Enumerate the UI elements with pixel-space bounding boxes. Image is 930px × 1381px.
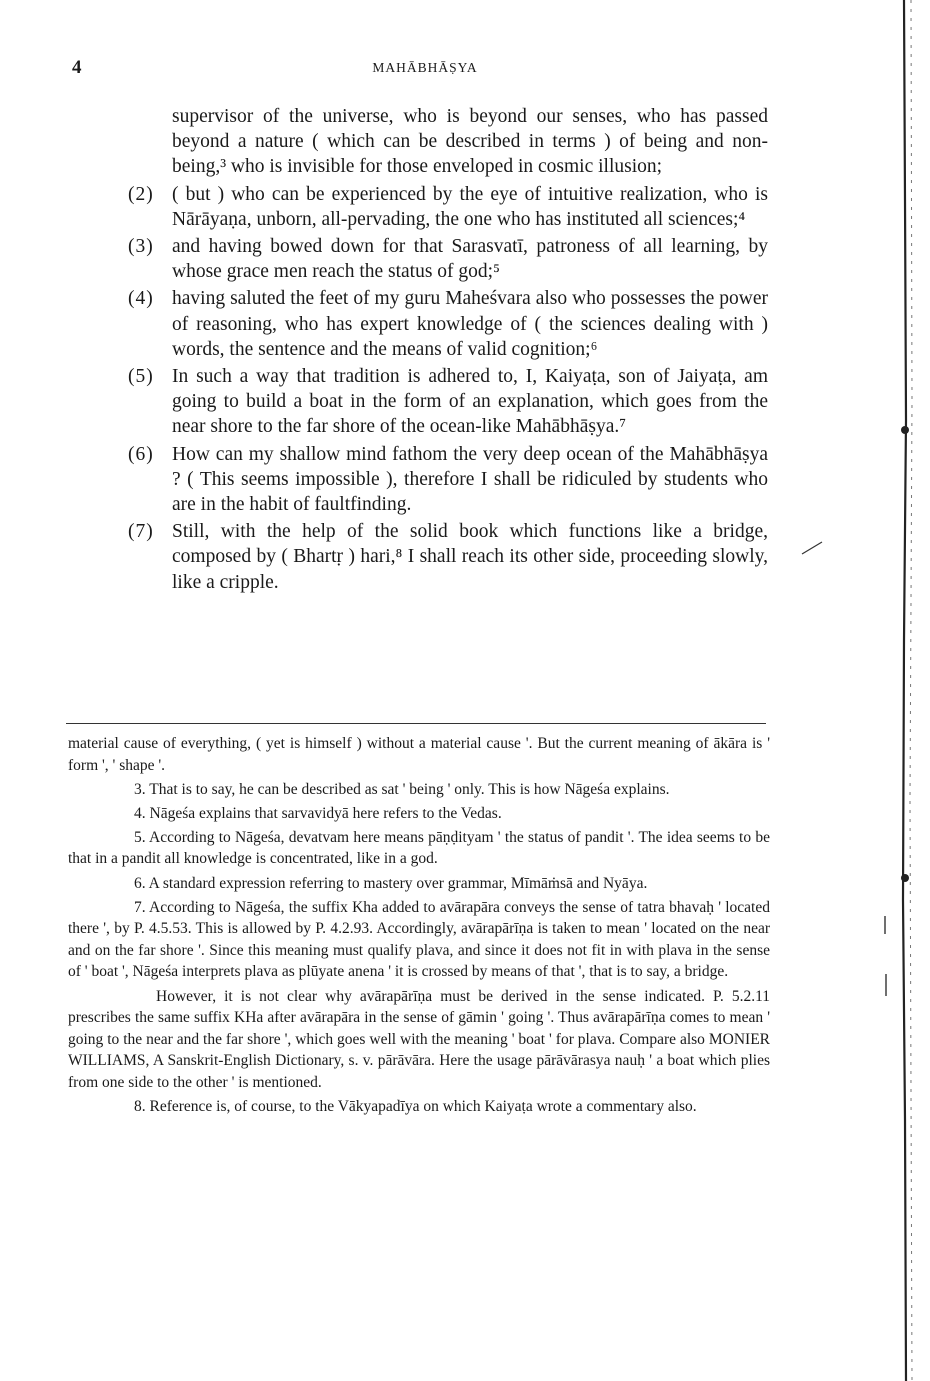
footnote-text: Reference is, of course, to the Vākyapadīya on which Kaiyaṭa wrote a commentary also. <box>149 1098 697 1115</box>
footnote-number: 5. <box>134 828 146 846</box>
verse-number: (5) <box>128 366 154 388</box>
footnote-3 <box>68 779 770 801</box>
footnote-text: Nāgeśa explains that sarvavidyā here refers to the Vedas. <box>149 804 502 822</box>
footnotes <box>68 733 770 1120</box>
verse-3 <box>128 234 768 284</box>
binding-edge-line-faint <box>910 0 912 1381</box>
footnote-number: 8. <box>134 1098 146 1115</box>
verse-text: supervisor of the universe, who is beyond our senses, who has passed beyond a nature ( which can be described in terms ) of being and non-being,³ who is invisible for those enveloped in cosmic illusion; <box>172 106 768 178</box>
binding-edge-blot <box>901 426 909 434</box>
footnote-rule <box>66 723 766 724</box>
verse-4 <box>128 286 768 362</box>
verse-text: having saluted the feet of my guru Maheśvara also who possesses the power of reasoning, who has expert knowledge of ( the sciences dealing with ) words, the sentence and the means of valid cognition;⁶ <box>172 288 768 360</box>
pencil-mark <box>882 912 890 1012</box>
footnote-continued <box>68 733 770 776</box>
verse-number: (3) <box>128 236 154 258</box>
verse-number: (2) <box>128 183 154 205</box>
binding-edge-blot <box>901 874 909 882</box>
verse-2 <box>128 182 768 232</box>
footnote-number: 4. <box>134 804 146 822</box>
binding-edge-shadow <box>900 0 930 1381</box>
footnote-number: 6. <box>134 874 146 892</box>
footnote-4 <box>68 803 770 825</box>
verse-text: How can my shallow mind fathom the very deep ocean of the Mahābhāṣya ? ( This seems impossible ), therefore I shall be ridiculed by students who are in the habit of faultfinding. <box>172 443 768 516</box>
footnote-text: However, it is not clear why avārapārīṇa must be derived in the sense indicated. P. 5.2.11 prescribes the same suffix KHa after avārapāra in the sense of gāmin ' going '. Thus avārapārīṇa comes to mean ' going to the near and the far shore ', which goes well with the meaning ' boat ' for plava. Compare also MONIER WILLIAMS, A Sanskrit-English Dictionary, s. v. pārāvāra. Here the usage pārāvārasya nauḥ ' a boat which plies from one side to the other ' is mentioned. <box>68 987 770 1091</box>
verse-number: (4) <box>128 288 154 310</box>
verse-text: Still, with the help of the solid book which functions like a bridge, composed by ( Bhartṛ ) hari,⁸ I shall reach its other side, proceeding slowly, like a cripple. <box>172 521 768 593</box>
running-title: MAHĀBHĀṢYA <box>372 60 478 75</box>
verse-text: In such a way that tradition is adhered to, I, Kaiyaṭa, son of Jaiyaṭa, am going to build a boat in the form of an explanation, which goes from the near shore to the far shore of the ocean-like Mahābhāṣya.⁷ <box>172 366 768 438</box>
verse-translation <box>128 104 768 597</box>
footnote-8 <box>68 1096 770 1118</box>
footnote-text: material cause of everything, ( yet is himself ) without a material cause '. But the current meaning of ākāra is ' form ', ' shape '. <box>68 735 770 774</box>
page-number: 4 <box>72 57 82 78</box>
verse-text: and having bowed down for that Sarasvatī, patroness of all learning, by whose grace men reach the status of god;⁵ <box>172 236 768 283</box>
verse-number: (7) <box>128 521 154 543</box>
verse-6 <box>128 442 768 518</box>
footnote-7-continued <box>68 986 770 1094</box>
verse-5 <box>128 364 768 440</box>
verse-1-continued <box>128 104 768 180</box>
footnote-text: According to Nāgeśa, the suffix Kha added to avārapāra conveys the sense of tatra bhavaḥ ' located there ', by P. 4.5.53. This is allowed by P. 4.2.93. Accordingly, avārapārīṇa is taken to mean ' located on the near and on the far shore '. Since this meaning must qualify plava, and since it does not fit in with plava in the sense of ' boat ', Nāgeśa interprets plava as plūyate anena ' it is crossed by means of that ', that is to say, a bridge. <box>68 898 770 981</box>
pencil-mark <box>800 540 824 556</box>
footnote-6 <box>68 873 770 895</box>
footnote-7 <box>68 897 770 983</box>
verse-7 <box>128 519 768 595</box>
footnote-number: 3. <box>134 780 146 798</box>
footnote-text: According to Nāgeśa, devatvam here means pāṇḍityam ' the status of pandit '. The idea seems to be that in a pandit all knowledge is concentrated, like in a god. <box>68 828 770 868</box>
verse-text: ( but ) who can be experienced by the eye of intuitive realization, who is Nārāyaṇa, unborn, all-pervading, the one who has instituted all sciences;⁴ <box>172 183 768 230</box>
footnote-5 <box>68 827 770 870</box>
footnote-text: A standard expression referring to mastery over grammar, Mīmāṁsā and Nyāya. <box>148 874 648 892</box>
verse-number: (6) <box>128 443 154 465</box>
binding-edge-line <box>903 0 906 1381</box>
footnote-number: 7. <box>134 898 146 916</box>
footnote-text: That is to say, he can be described as sat ' being ' only. This is how Nāgeśa explains. <box>149 780 670 798</box>
